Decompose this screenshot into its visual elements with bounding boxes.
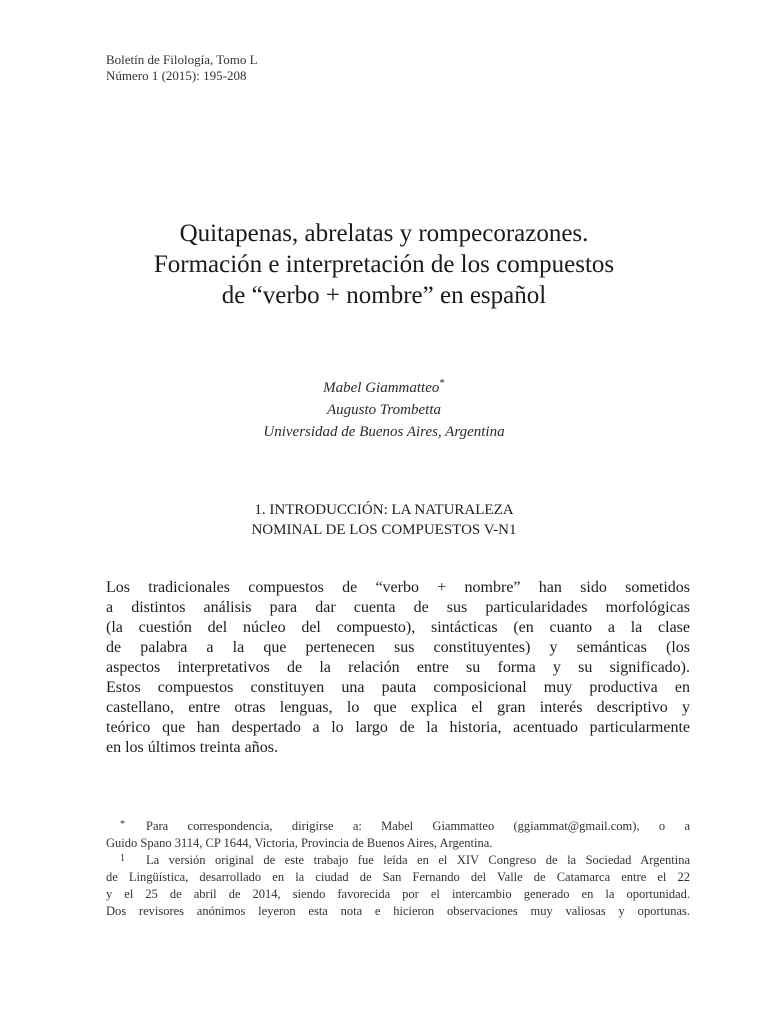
footnote-1-line xyxy=(106,818,690,835)
footnote-2-line: y el 25 de abril de 2014, siendo favorecida por el intercambio generado en la oportunidad. xyxy=(106,887,690,901)
body-line: Los tradicionales compuestos de “verbo + nombre” han sido sometidos xyxy=(106,579,690,596)
affiliation: Universidad de Buenos Aires, Argentina xyxy=(263,424,505,440)
title-line-1: Quitapenas, abrelatas y rompecorazones. xyxy=(179,220,589,247)
body-line: de palabra a la que pertenecen sus constituyentes) y semánticas (los xyxy=(106,639,690,656)
footnote-2-line: Dos revisores anónimos leyeron esta nota e hicieron observaciones muy valiosas y oportunas. xyxy=(106,904,690,918)
body-line: aspectos interpretativos de la relación entre su forma y su significado). xyxy=(106,659,690,676)
section-heading-line-1: 1. INTRODUCCIÓN: LA NATURALEZA xyxy=(254,502,514,518)
title-line-2: Formación e interpretación de los compuestos xyxy=(153,251,615,278)
footnote-1-mark: * xyxy=(120,819,125,830)
body-line: a distintos análisis para dar cuenta de sus particularidades morfológicas xyxy=(106,599,690,616)
article-title xyxy=(80,218,688,311)
footnote-2-line xyxy=(106,852,690,869)
footnotes xyxy=(106,818,690,920)
body-line: (la cuestión del núcleo del compuesto), sintácticas (en cuanto a la clase xyxy=(106,619,690,636)
section-heading xyxy=(120,500,648,540)
body-line: teórico que han despertado a lo largo de la historia, acentuado particularmente xyxy=(106,719,690,736)
author-2: Augusto Trombetta xyxy=(326,402,442,418)
title-line-3: de “verbo + nombre” en español xyxy=(221,282,547,309)
author-1-name: Mabel Giammatteo xyxy=(323,380,440,396)
author-1-footnote-mark: * xyxy=(439,377,445,389)
footnote-1-line: Guido Spano 3114, CP 1644, Victoria, Provincia de Buenos Aires, Argentina. xyxy=(106,836,493,850)
footnote-2-text: La versión original de este trabajo fue leída en el XIV Congreso de la Sociedad Argentina xyxy=(146,853,690,867)
footnote-2-mark: 1 xyxy=(120,853,125,864)
body-line: castellano, entre otras lenguas, lo que explica el gran interés descriptivo y xyxy=(106,699,690,716)
author-block xyxy=(150,372,618,443)
footnote-2-line: de Lingüística, desarrollado en la ciudad de San Fernando del Valle de Catamarca entre el 22 xyxy=(106,870,690,884)
body-line: Estos compuestos constituyen una pauta composicional muy productiva en xyxy=(106,679,690,696)
journal-name: Boletín de Filología, Tomo L xyxy=(106,52,258,67)
section-heading-line-2: NOMINAL DE LOS COMPUESTOS V-N1 xyxy=(251,522,517,538)
body-line: en los últimos treinta años. xyxy=(106,739,278,756)
footnote-1-text: Para correspondencia, dirigirse a: Mabel Giammatteo (ggiammat@gmail.com), o a xyxy=(146,819,690,833)
body-paragraph xyxy=(106,578,690,758)
author-1 xyxy=(150,372,618,399)
journal-header xyxy=(106,52,258,84)
journal-issue: Número 1 (2015): 195-208 xyxy=(106,68,247,83)
